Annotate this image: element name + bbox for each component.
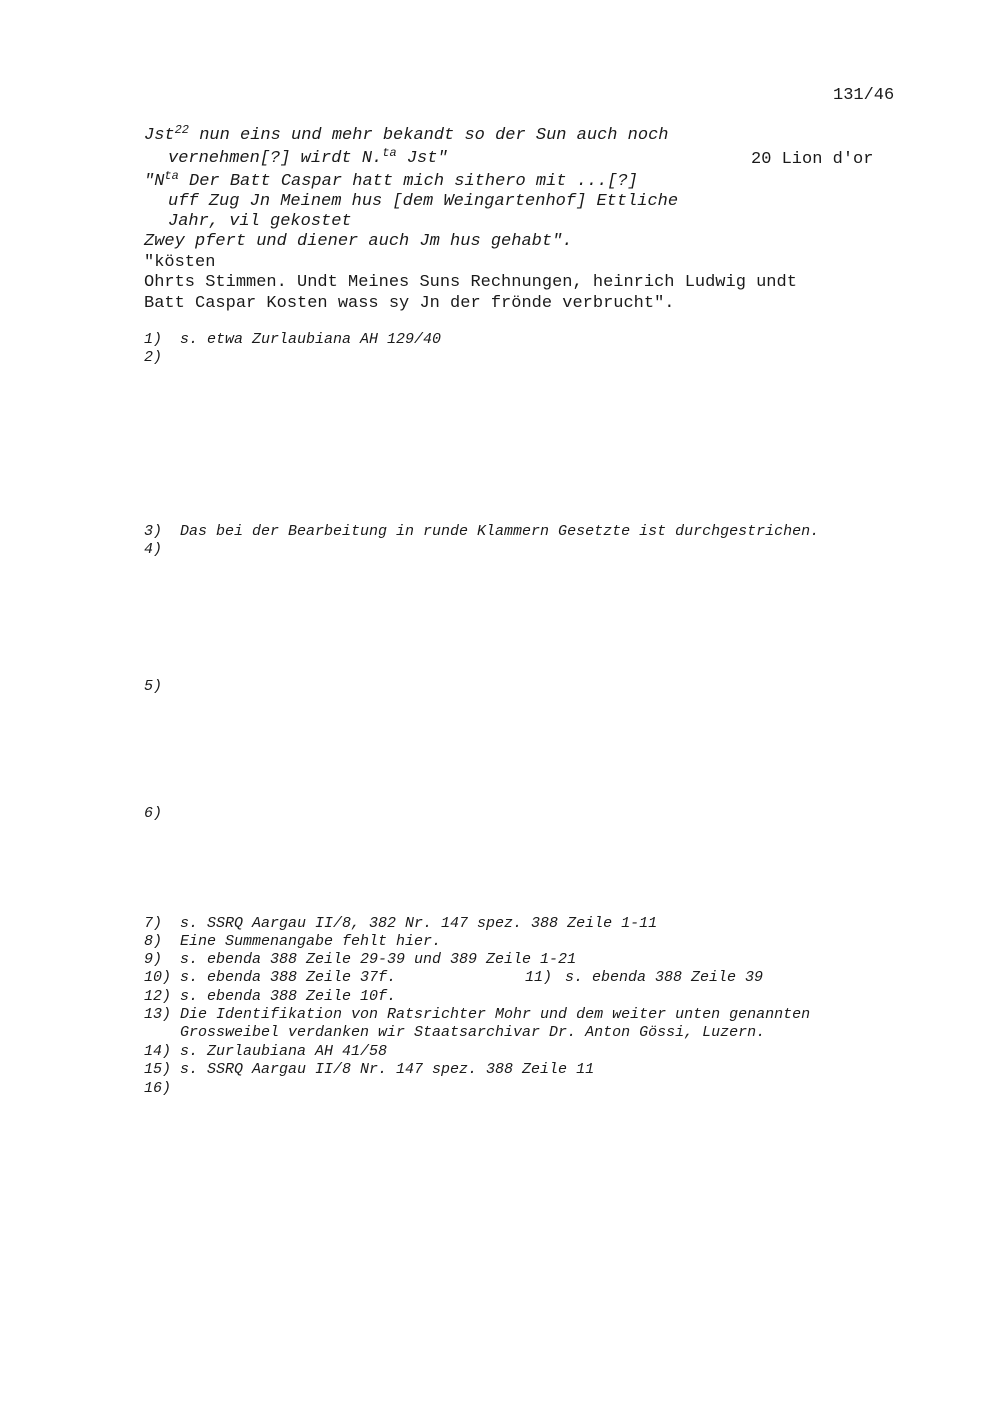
superscript: ta [164, 169, 179, 183]
text: Jst [144, 126, 175, 145]
footnote-2-number: 2) [144, 349, 163, 366]
footnote-4-number: 4) [144, 541, 163, 558]
footnote-5-number: 5) [144, 678, 163, 695]
body-line-7: "kösten [144, 253, 216, 272]
footnote-12-text: s. ebenda 388 Zeile 10f. [180, 988, 397, 1005]
footnote-3-text: Das bei der Bearbeitung in runde Klammern Gesetzte ist durchgestrichen. [180, 523, 820, 540]
footnote-9-text: s. ebenda 388 Zeile 29-39 und 389 Zeile 1-21 [180, 951, 577, 968]
footnote-13-number: 13) [144, 1006, 172, 1023]
text: Jst" [396, 149, 448, 168]
footnote-11-text: s. ebenda 388 Zeile 39 [565, 969, 764, 986]
text: Der Batt Caspar hatt mich sithero mit ...[?] [178, 172, 638, 191]
footnote-7-text: s. SSRQ Aargau II/8, 382 Nr. 147 spez. 388 Zeile 1-11 [180, 915, 658, 932]
text: "N [144, 172, 165, 191]
body-line-3 [144, 169, 638, 192]
footnote-1-number: 1) [144, 331, 163, 348]
footnote-10-number: 10) [144, 969, 172, 986]
footnote-16-number: 16) [144, 1080, 172, 1097]
body-line-4: uff Zug Jn Meinem hus [dem Weingartenhof] Ettliche [168, 192, 679, 211]
body-line-6: Zwey pfert und diener auch Jm hus gehabt". [144, 232, 573, 251]
footnote-9-number: 9) [144, 951, 163, 968]
footnote-10-text: s. ebenda 388 Zeile 37f. [180, 969, 397, 986]
footnote-14-text: s. Zurlaubiana AH 41/58 [180, 1043, 388, 1060]
footnote-3-number: 3) [144, 523, 163, 540]
footnote-8-number: 8) [144, 933, 163, 950]
margin-note-amount: 20 Lion d'or [751, 150, 874, 169]
superscript: ta [382, 146, 397, 160]
body-line-2 [168, 146, 448, 169]
body-line-9: Batt Caspar Kosten wass sy Jn der frönde verbrucht". [144, 294, 675, 313]
footnote-14-number: 14) [144, 1043, 172, 1060]
page-number: 131/46 [833, 86, 895, 105]
text: vernehmen[?] wirdt N. [168, 149, 383, 168]
footnote-13-text-line-1: Die Identifikation von Ratsrichter Mohr und dem weiter unten genannten [180, 1006, 811, 1023]
footnote-13-text-line-2: Grossweibel verdanken wir Staatsarchivar Dr. Anton Gössi, Luzern. [180, 1024, 766, 1041]
footnote-12-number: 12) [144, 988, 172, 1005]
footnote-8-text: Eine Summenangabe fehlt hier. [180, 933, 442, 950]
body-line-5: Jahr, vil gekostet [168, 212, 352, 231]
footnote-7-number: 7) [144, 915, 163, 932]
footnote-1-text: s. etwa Zurlaubiana AH 129/40 [180, 331, 442, 348]
footnote-6-number: 6) [144, 805, 163, 822]
body-line-1 [144, 123, 669, 146]
superscript: 22 [174, 123, 190, 137]
footnote-15-text: s. SSRQ Aargau II/8 Nr. 147 spez. 388 Zeile 11 [180, 1061, 595, 1078]
footnote-11-number: 11) [525, 969, 553, 986]
body-line-8: Ohrts Stimmen. Undt Meines Suns Rechnungen, heinrich Ludwig undt [144, 273, 797, 292]
footnote-15-number: 15) [144, 1061, 172, 1078]
text: nun eins und mehr bekandt so der Sun auch noch [189, 126, 669, 145]
